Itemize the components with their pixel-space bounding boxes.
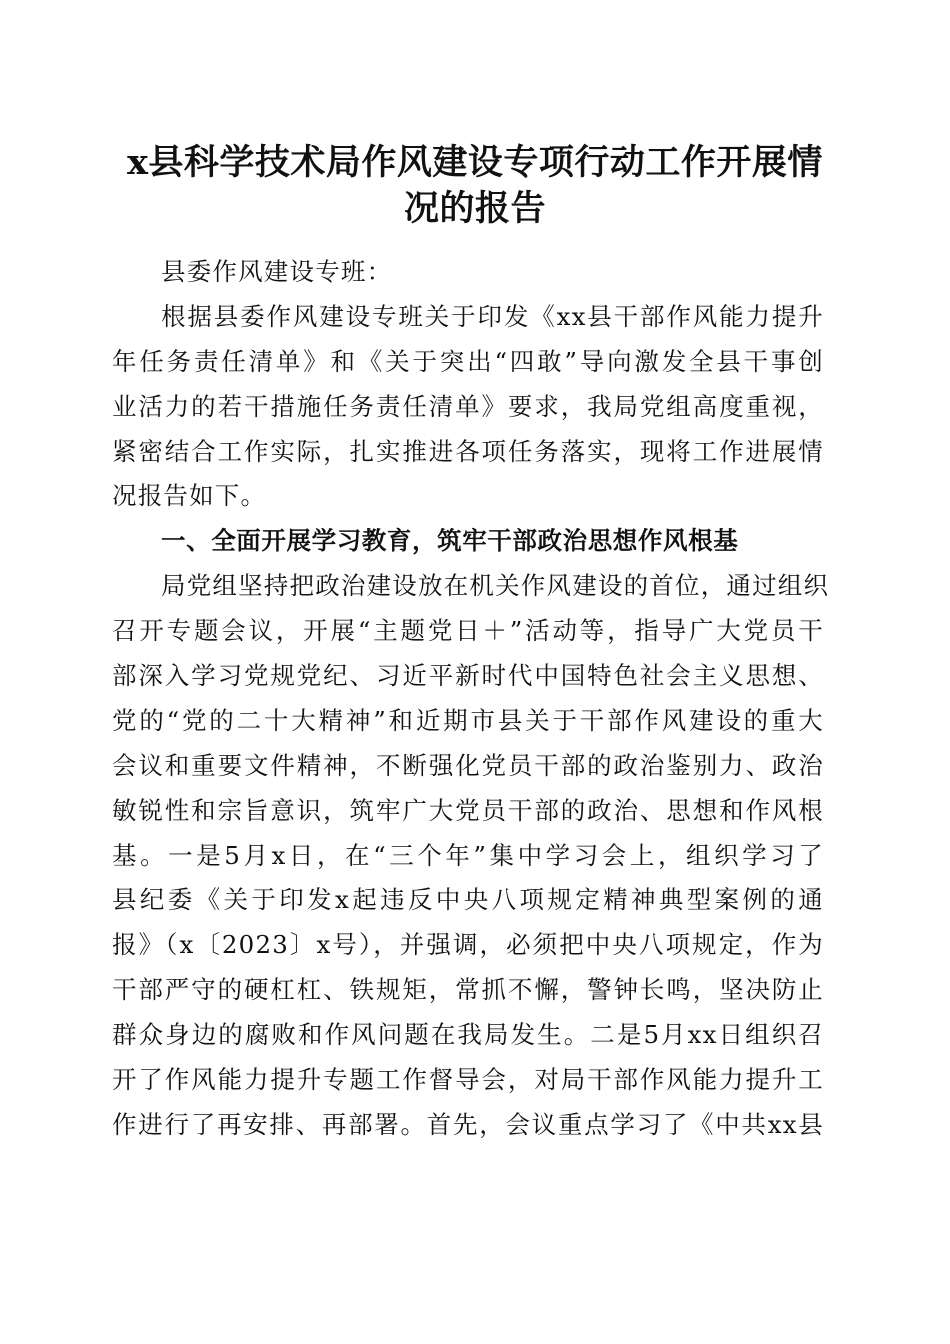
paragraph-line: 局党组坚持把政治建设放在机关作风建设的首位，通过组织 — [161, 571, 830, 601]
paragraph-line: 报》（x〔2023〕x号），并强调，必须把中央八项规定，作为 — [112, 930, 824, 960]
paragraph-line: 县纪委《关于印发x起违反中央八项规定精神典型案例的通 — [112, 885, 824, 915]
paragraph-line: 况报告如下。 — [112, 481, 267, 511]
title-line: x县科学技术局作风建设专项行动工作开展情 — [127, 142, 823, 183]
paragraph-line: 基。一是5月x日，在“三个年”集中学习会上，组织学习了 — [112, 840, 824, 870]
paragraph-line: 敏锐性和宗旨意识，筑牢广大党员干部的政治、思想和作风根 — [112, 795, 824, 825]
paragraph-line: 开了作风能力提升专题工作督导会，对局干部作风能力提升工 — [112, 1065, 824, 1095]
paragraph-line: 作进行了再安排、再部署。首先，会议重点学习了《中共xx县 — [112, 1109, 824, 1139]
title-line: 况的报告 — [403, 188, 546, 229]
document-body — [112, 250, 830, 1148]
document-title — [110, 140, 840, 232]
paragraph-line: 干部严守的硬杠杠、铁规矩，常抓不懈，警钟长鸣，坚决防止 — [112, 975, 824, 1005]
section-heading: 一、全面开展学习教育，筑牢干部政治思想作风根基 — [161, 526, 739, 556]
paragraph-line: 群众身边的腐败和作风问题在我局发生。二是5月xx日组织召 — [112, 1020, 824, 1050]
paragraph-line: 紧密结合工作实际，扎实推进各项任务落实，现将工作进展情 — [112, 436, 824, 466]
paragraph-line: 会议和重要文件精神，不断强化党员干部的政治鉴别力、政治 — [112, 750, 824, 780]
paragraph-line: 召开专题会议，开展“主题党日＋”活动等，指导广大党员干 — [112, 616, 824, 646]
paragraph-line: 党的“党的二十大精神”和近期市县关于干部作风建设的重大 — [112, 705, 824, 735]
salutation: 县委作风建设专班： — [161, 257, 393, 286]
paragraph-line: 部深入学习党规党纪、习近平新时代中国特色社会主义思想、 — [112, 661, 824, 691]
paragraph-line: 根据县委作风建设专班关于印发《xx县干部作风能力提升 — [161, 301, 824, 331]
paragraph-line: 年任务责任清单》和《关于突出“四敢”导向激发全县干事创 — [112, 346, 824, 376]
paragraph-line: 业活力的若干措施任务责任清单》要求，我局党组高度重视， — [112, 391, 824, 421]
